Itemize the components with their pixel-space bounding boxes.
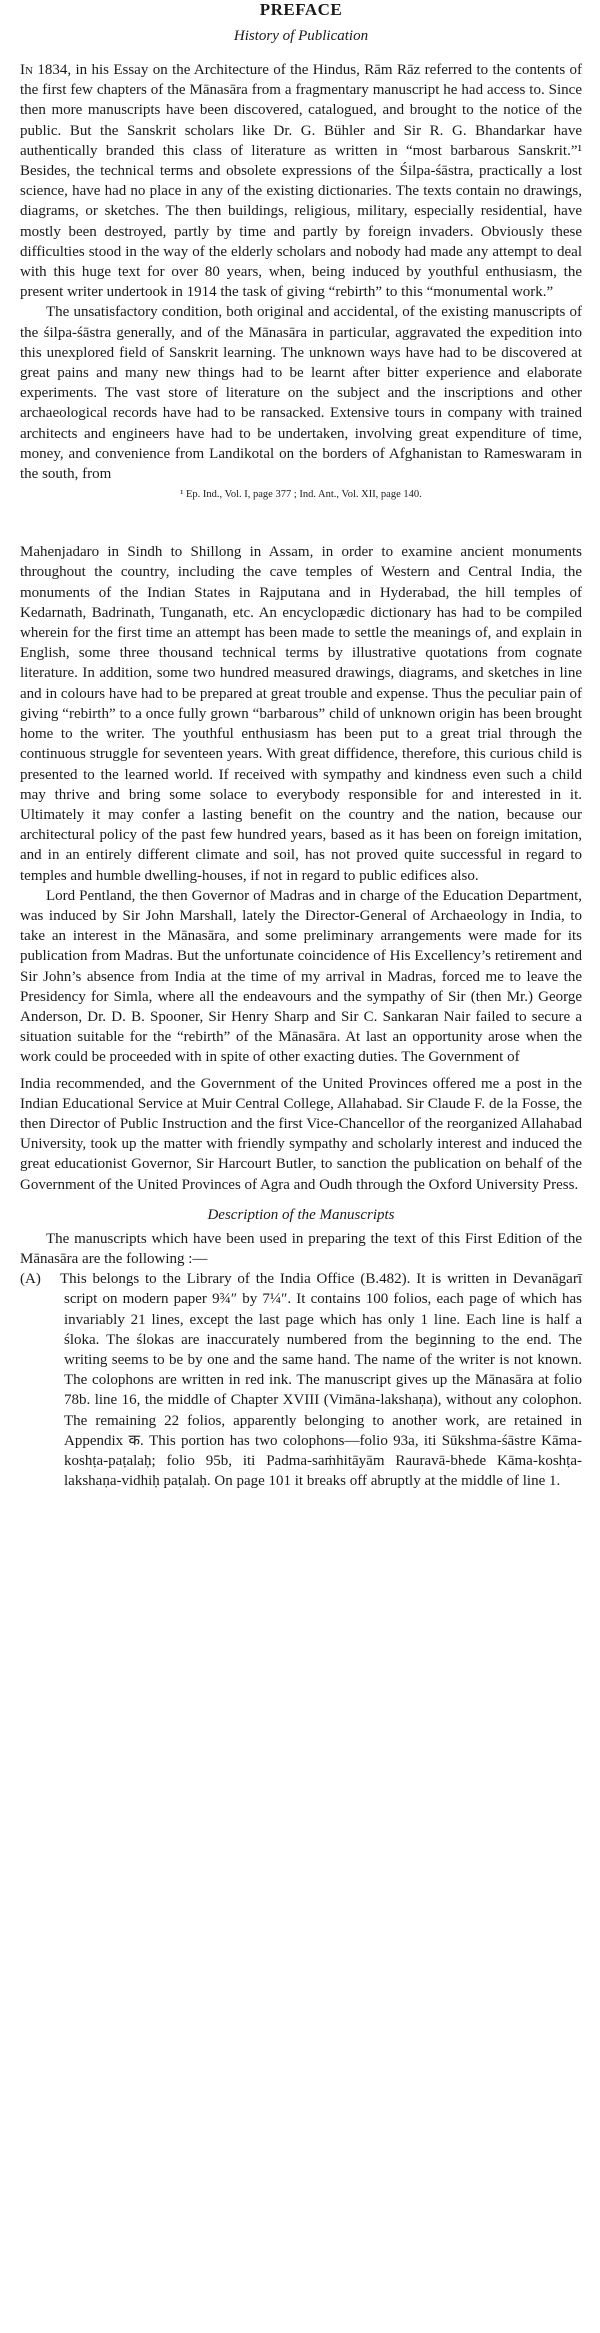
section-heading-history: History of Publication (233, 28, 369, 44)
manuscript-list-item-a (20, 1269, 582, 1491)
page-break (20, 502, 582, 542)
section-heading-manuscripts: Description of the Manuscripts (207, 1206, 395, 1223)
paragraph-4: Lord Pentland, the then Governor of Madras and in charge of the Education Department, was induced by Sir John Marshall, lately the Director-General of Archaeology in India, to take an interest in the Mānasāra, and some preliminary arrangements were made for its publication from Madras. But the unfortunate coincidence of His Excellency’s retirement and Sir John’s absence from India at the time of my arrival in Madras, forced me to leave the Presidency for Simla, where all the endeavours and the sympathy of Sir (then Mr.) George Anderson, Dr. D. B. Spooner, Sir Henry Sharp and Sir C. Sankaran Nair failed to secure a situation suitable for the “rebirth” of the Mānasāra. At last an opportunity arose when the work could be proceeded with in spite of other exacting duties. The Government of (20, 887, 582, 1066)
section-gap (20, 1195, 582, 1205)
list-item-a-text: This belongs to the Library of the India Office (B.482). It is written in Devanāgarī script on modern paper 9¾″ by 7¼″. It contains 100 folios, each page of which has invariably 21 lines, except the last page which has only 1 line. Each line is half a śloka. The ślokas are inaccurately numbered from the beginning to the end. The writing seems to be by one and the same hand. The name of the writer is not known. The colophons are written in red ink. The manuscript gives up the Mānasāra at folio 78b. line 16, the middle of Chapter XVIII (Vimāna-lakshaṇa), without any colophon. The remaining 22 folios, apparently belonging to another work, are retained in Appendix क. This portion has two colophons—folio 93a, iti Sūkshma-śāstre Kāma-koshṭa-paṭalaḥ; folio 95b, iti Padma-saṁhitāyām Rauravā-bhede Kāma-koshṭa-lakshaṇa-vidhiḥ paṭalaḥ. On page 101 it breaks off abruptly at the middle of line 1. (60, 1271, 582, 1490)
paragraph-1-first-word: In (20, 62, 33, 78)
paragraph-5: India recommended, and the Government of the United Provinces offered me a post in the Indian Educational Service at Muir Central College, Allahabad. Sir Claude F. de la Fosse, the then Director of Public Instruction and the first Vice-Chancellor of the reorganized Allahabad University, took up the matter with friendly sympathy and scholarly interest and induced the great educationist Governor, Sir Harcourt Butler, to sanction the publication on behalf of the Government of the United Provinces of Agra and Oudh through the Oxford University Press. (20, 1075, 582, 1193)
page-title: PREFACE (259, 0, 343, 19)
paragraph-1-text: 1834, in his Essay on the Architecture of the Hindus, Rām Rāz referred to the contents of the first few chapters of the Mānasāra from a fragmentary manuscript he had access to. Since then more manuscripts have been discovered, catalogued, and brought to the notice of the public. But the Sanskrit scholars like Dr. G. Bühler and Sir R. G. Bhandarkar have authentically branded this class of literature as written in “most barbarous Sanskrit.”¹ Besides, the technical terms and obsolete expressions of the Śilpa-śāstra, practically a lost science, have had no place in any of the existing dictionaries. The texts contain no drawings, diagrams, or sketches. The then buildings, religious, military, especially residential, have mostly been destroyed, partly by time and partly by foreign invaders. Obviously these difficulties stood in the way of the elderly scholars and nobody had made any attempt to deal with this huge text for over 80 years, when, being induced by youthful enthusiasm, the present writer undertook in 1914 the task of giving “rebirth” to this “monumental work.” (20, 62, 583, 301)
paragraph-1 (20, 60, 582, 302)
paragraph-3: Mahenjadaro in Sindh to Shillong in Assam, in order to examine ancient monuments throughout the country, including the cave temples of Western and Central India, the monuments of the Indian States in Rajputana and in Hyderabad, the hill temples of Kedarnath, Badrinath, Tunganath, etc. An encyclopædic dictionary has had to be compiled wherein for the first time an attempt has been made to settle the meanings of, and explain in English, some three thousand technical terms by illustrative quotations from cognate literature. In addition, some two hundred measured drawings, diagrams, and sketches in line and in colours have had to be prepared at great trouble and expense. Thus the peculiar pain of giving “rebirth” to a once fully grown “barbarous” child of unknown origin has been brought home to the writer. The youthful enthusiasm has been put to a great trial through the continuous struggle for seventeen years. With great diffidence, therefore, this curious child is presented to the learned world. If received with sympathy and kindness even such a child may thrive and bring some solace to everybody responsible for and interested in it. Ultimately it may confer a lasting benefit on the country and the nation, because our architectural policy of the past few hundred years, based as it has been on foreign imitation, and in an entirely different climate and soil, has not proved quite successful in regard to temples and humble dwelling-houses, if not in regard to public edifices also. (20, 544, 582, 884)
list-item-a-label: (A) (20, 1271, 41, 1288)
paragraph-6: The manuscripts which have been used in preparing the text of this First Edition of the Mānasāra are the following :— (20, 1230, 582, 1267)
footnote: ¹ Ep. Ind., Vol. I, page 377 ; Ind. Ant., Vol. XII, page 140. (180, 489, 422, 501)
paragraph-2: The unsatisfactory condition, both original and accidental, of the existing manuscripts of the śilpa-śāstra generally, and of the Mānasāra in particular, aggravated the expedition into this unexplored field of Sanskrit learning. The unknown ways have had to be discovered at great pains and many new things had to be learnt after bitter experience and elaborate experiments. The vast store of literature on the subject and the inscriptions and other archaeological records have had to be ransacked. Extensive tours in company with trained architects and engineers have had to be undertaken, involving great expenditure of time, money, and convenience from Landikotal on the borders of Afghanistan to Rameswaram in the south, from (20, 304, 582, 483)
